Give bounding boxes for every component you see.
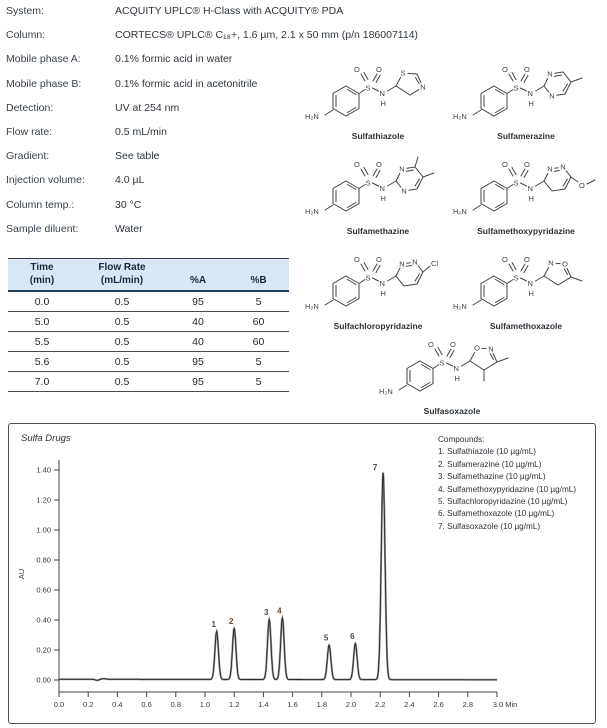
compound-legend-item: 7. Sulfasoxazole (10 µg/mL): [438, 521, 541, 531]
svg-text:N: N: [527, 184, 533, 193]
svg-text:H: H: [380, 99, 386, 108]
x-tick-label: 0.4: [112, 700, 123, 709]
structure-sulfamerazine: [452, 58, 600, 141]
gradient-cell: 0.0: [8, 291, 76, 312]
structure-caption: Sulfamethoxazole: [489, 321, 563, 331]
method-row: [6, 78, 306, 102]
svg-text:O: O: [502, 65, 508, 74]
gradient-cell: 95: [168, 352, 228, 372]
structure-sulfamethazine: [304, 153, 452, 236]
svg-text:O: O: [376, 255, 382, 264]
x-tick-label: 1.8: [316, 700, 328, 709]
method-label: Injection volume:: [6, 174, 85, 187]
svg-text:H₂N: H₂N: [379, 387, 393, 396]
method-row: [6, 102, 306, 126]
svg-text:S: S: [439, 358, 445, 368]
structure-caption: Sulfamethoxypyridazine: [477, 226, 575, 236]
gradient-cell: 60: [228, 312, 289, 332]
gradient-row: [8, 332, 289, 352]
gradient-cell: 5.0: [8, 312, 76, 332]
x-tick-label: 1.0: [199, 700, 211, 709]
svg-text:S: S: [513, 178, 519, 188]
y-tick-label: 0.60: [36, 585, 51, 595]
method-value: Water: [115, 222, 143, 235]
gradient-cell: 5: [228, 352, 289, 372]
x-tick-label: 0.8: [170, 700, 182, 709]
x-tick-label: 0.0: [53, 700, 65, 709]
svg-text:N: N: [560, 162, 566, 172]
structure-sulfamethoxypyridazine: [452, 153, 600, 236]
compound-legend-item: 3. Sulfamethazine (10 µg/mL): [438, 472, 546, 482]
method-label: Gradient:: [6, 150, 50, 163]
svg-text:H: H: [528, 194, 534, 203]
svg-text:S: S: [365, 178, 371, 188]
method-row: [6, 223, 306, 247]
gradient-row: [8, 372, 289, 392]
svg-text:S: S: [365, 273, 371, 283]
gradient-col-header: %B: [228, 259, 289, 292]
method-value: 0.1% formic acid in water: [115, 53, 233, 66]
svg-text:O: O: [524, 160, 530, 169]
svg-text:O: O: [562, 259, 568, 269]
svg-text:H₂N: H₂N: [453, 207, 467, 216]
gradient-cell: 0.5: [76, 291, 168, 312]
svg-text:O: O: [579, 181, 585, 190]
method-label: System:: [6, 5, 44, 17]
peak-label-1: 1: [211, 620, 216, 629]
svg-text:O: O: [502, 255, 508, 264]
svg-text:H: H: [380, 194, 386, 203]
method-row: [6, 150, 306, 174]
structure-caption: Sulfathiazole: [351, 131, 405, 141]
svg-text:N: N: [527, 89, 533, 98]
x-tick-label: 2.0: [345, 700, 357, 709]
svg-text:N: N: [527, 279, 533, 288]
gradient-table: [8, 258, 289, 392]
gradient-row: [8, 291, 289, 312]
svg-text:O: O: [524, 255, 530, 264]
gradient-cell: 0.5: [76, 352, 168, 372]
svg-text:S: S: [365, 83, 371, 93]
compound-legend-title: Compounds:: [438, 435, 485, 444]
svg-text:H: H: [454, 374, 460, 383]
method-value: 4.0 µL: [115, 174, 145, 187]
method-label: Flow rate:: [6, 125, 53, 138]
gradient-col-header: %A: [168, 259, 228, 292]
method-value: UV at 254 nm: [115, 101, 180, 114]
method-row: [6, 29, 419, 53]
method-label: Sample diluent:: [6, 222, 79, 235]
svg-text:H: H: [528, 289, 534, 298]
svg-text:N: N: [549, 91, 555, 101]
chromatogram-trace: [59, 473, 497, 681]
method-value: 0.1% formic acid in acetonitrile: [115, 77, 258, 90]
y-tick-label: 1.20: [36, 495, 51, 505]
trace-halo: [59, 473, 497, 681]
gradient-col-header: Time (min): [8, 259, 76, 292]
gradient-cell: 40: [168, 332, 228, 352]
sulfamethoxypyridazine-structure-drawing: [452, 153, 602, 225]
gradient-cell: 7.0: [8, 372, 76, 392]
svg-text:H₂N: H₂N: [453, 112, 467, 121]
peak-label-2: 2: [228, 617, 234, 626]
peak-label-3: 3: [264, 608, 269, 617]
gradient-cell: 0.5: [76, 332, 168, 352]
peak-label-4: 4: [277, 606, 282, 616]
svg-text:H: H: [528, 99, 534, 108]
svg-text:O: O: [376, 65, 382, 74]
gradient-cell: 0.5: [76, 372, 168, 392]
structure-caption: Sulfachloropyridazine: [333, 321, 423, 331]
structure-sulfasoxazole: [378, 333, 526, 416]
structure-caption: Sulfamerazine: [497, 131, 555, 141]
x-tick-label: 1.4: [258, 700, 269, 709]
gradient-cell: 5: [228, 372, 289, 392]
structure-sulfachloropyridazine: [304, 248, 452, 331]
y-axis-title: AU: [17, 568, 26, 580]
svg-text:N: N: [453, 364, 459, 373]
x-tick-label: 3.0 Min: [492, 700, 518, 709]
svg-text:H: H: [380, 289, 386, 298]
svg-text:N: N: [379, 279, 385, 288]
method-row: [6, 199, 306, 223]
structure-sulfathiazole: [304, 58, 452, 141]
sulfasoxazole-structure-drawing: [378, 333, 528, 405]
gradient-cell: 40: [168, 312, 228, 332]
svg-text:N: N: [547, 69, 553, 79]
x-tick-label: 1.6: [287, 700, 298, 709]
x-tick-label: 1.2: [228, 700, 240, 709]
method-row: [6, 126, 306, 150]
compound-legend-item: 5. Sulfachloropyridazine (10 µg/mL): [438, 497, 568, 507]
svg-text:Cl: Cl: [431, 259, 439, 268]
svg-text:S: S: [400, 68, 406, 78]
svg-text:N: N: [401, 186, 407, 196]
method-row: [6, 5, 344, 29]
x-tick-label: 2.4: [404, 700, 415, 709]
y-tick-label: 0.40: [36, 615, 51, 625]
structure-caption: Sulfasoxazole: [423, 406, 481, 416]
svg-text:N: N: [399, 164, 405, 174]
svg-text:N: N: [379, 184, 385, 193]
gradient-table-header: [8, 259, 289, 292]
method-label: Mobile phase A:: [6, 53, 81, 66]
svg-text:O: O: [428, 340, 434, 349]
svg-text:N: N: [420, 82, 426, 92]
chromatogram-title: Sulfa Drugs: [21, 433, 71, 444]
x-tick-label: 0.2: [82, 700, 94, 709]
gradient-cell: 5: [228, 291, 289, 312]
y-tick-label: 0.20: [36, 645, 51, 655]
x-tick-label: 0.6: [141, 700, 152, 709]
compound-legend-item: 1. Sulfathiazole (10 µg/mL): [438, 447, 537, 457]
x-tick-label: 2.6: [433, 700, 444, 709]
method-value: See table: [115, 150, 160, 163]
method-label: Column:: [6, 29, 46, 42]
compound-legend-item: 4. Sulfamethoxypyridazine (10 µg/mL): [438, 484, 577, 494]
y-tick-label: 1.00: [36, 525, 51, 535]
svg-text:O: O: [450, 340, 456, 349]
gradient-cell: 0.5: [76, 312, 168, 332]
method-label: Detection:: [6, 101, 54, 114]
svg-text:N: N: [488, 344, 494, 354]
y-tick-label: 0.00: [36, 675, 51, 685]
method-row: [6, 53, 306, 77]
svg-text:O: O: [376, 160, 382, 169]
gradient-cell: 5.6: [8, 352, 76, 372]
svg-text:O: O: [354, 160, 360, 169]
svg-text:S: S: [513, 273, 519, 283]
svg-text:O: O: [524, 65, 530, 74]
method-row: [6, 174, 306, 198]
peak-label-5: 5: [323, 633, 329, 643]
gradient-cell: 5.5: [8, 332, 76, 352]
compound-legend-item: 6. Sulfamethoxazole (10 µg/mL): [438, 509, 555, 519]
gradient-table-body: [8, 291, 289, 392]
gradient-cell: 60: [228, 332, 289, 352]
gradient-cell: 95: [168, 372, 228, 392]
svg-text:N: N: [547, 164, 553, 174]
method-value: ACQUITY UPLC® H-Class with ACQUITY® PDA: [115, 5, 344, 17]
sulfachloropyridazine-structure-drawing: [304, 248, 454, 320]
svg-text:O: O: [474, 343, 480, 353]
gradient-row: [8, 312, 289, 332]
svg-text:N: N: [379, 89, 385, 98]
svg-text:O: O: [354, 255, 360, 264]
svg-text:O: O: [502, 160, 508, 169]
peak-label-7: 7: [372, 463, 378, 472]
svg-text:H₂N: H₂N: [305, 207, 319, 216]
svg-text:N: N: [399, 259, 405, 269]
sulfamethazine-structure-drawing: [304, 153, 454, 225]
method-value: 30 °C: [115, 198, 142, 211]
gradient-col-header: Flow Rate (mL/min): [76, 259, 168, 292]
method-value: 0.5 mL/min: [115, 125, 167, 138]
svg-text:N: N: [548, 258, 554, 268]
svg-text:S: S: [513, 83, 519, 93]
svg-text:H₂N: H₂N: [453, 302, 467, 311]
sulfamethoxazole-structure-drawing: [452, 248, 602, 320]
svg-text:N: N: [412, 257, 418, 267]
x-tick-label: 2.2: [374, 700, 386, 709]
chromatogram-plot: [11, 448, 591, 718]
compound-legend-item: 2. Sulfamerazine (10 µg/mL): [438, 459, 542, 469]
method-label: Mobile phase B:: [6, 77, 82, 90]
structure-sulfamethoxazole: [452, 248, 600, 331]
svg-text:H₂N: H₂N: [305, 112, 319, 121]
x-tick-label: 2.8: [462, 700, 474, 709]
peak-label-6: 6: [350, 632, 355, 641]
gradient-cell: 95: [168, 291, 228, 312]
y-tick-label: 1.40: [36, 465, 51, 475]
sulfathiazole-structure-drawing: [304, 58, 454, 130]
y-tick-label: 0.80: [36, 555, 51, 565]
method-label: Column temp.:: [6, 198, 75, 211]
svg-text:O: O: [354, 65, 360, 74]
chromatogram-panel: [8, 423, 596, 724]
svg-text:H₂N: H₂N: [305, 302, 319, 311]
sulfamerazine-structure-drawing: [452, 58, 602, 130]
structures-grid: [300, 52, 607, 424]
structure-caption: Sulfamethazine: [346, 226, 410, 236]
gradient-row: [8, 352, 289, 372]
method-value: CORTECS® UPLC® C₁₈+, 1.6 µm, 2.1 x 50 mm (p/n 186007114): [115, 29, 419, 42]
